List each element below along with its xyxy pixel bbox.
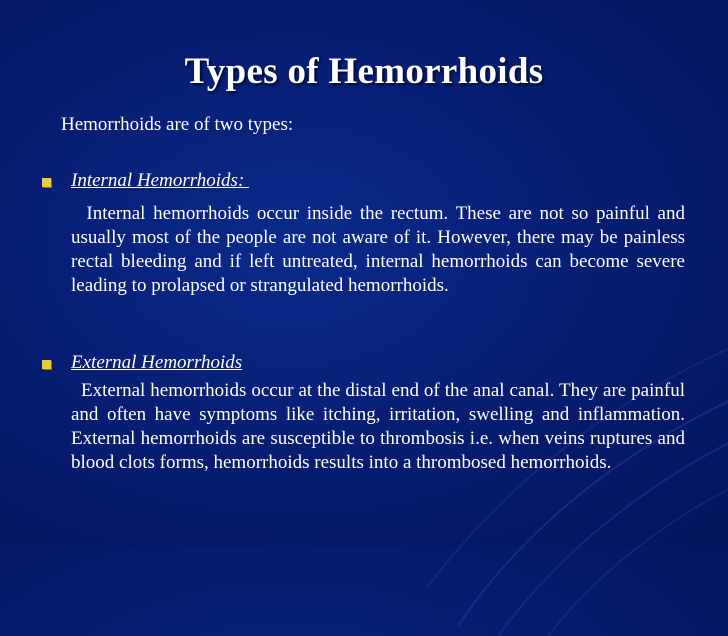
section-body-internal: Internal hemorrhoids occur inside the rectum. These are not so painful and usually most of the people are not aware of it. However, there may be painless rectal bleeding and if left untreated, internal hemorrhoids can become severe leading to prolapsed or strangulated hemorrhoids. <box>71 203 690 296</box>
section-heading-external: External Hemorrhoids <box>71 352 243 373</box>
section-body-external: External hemorrhoids occur at the distal end of the anal canal. They are painful and often have symptoms like itching, irritation, swelling and inflammation. External hemorrhoids are susceptible to thrombosis i.e. when veins ruptures and blood clots forms, hemorrhoids results into a thrombosed hemorrhoids. <box>71 380 690 473</box>
square-bullet-icon <box>42 178 51 187</box>
intro-text: Hemorrhoids are of two types: <box>61 114 294 135</box>
square-bullet-icon <box>42 360 51 369</box>
section-heading-internal: Internal Hemorrhoids: <box>71 170 250 191</box>
slide-title: Types of Hemorrhoids <box>184 51 544 92</box>
